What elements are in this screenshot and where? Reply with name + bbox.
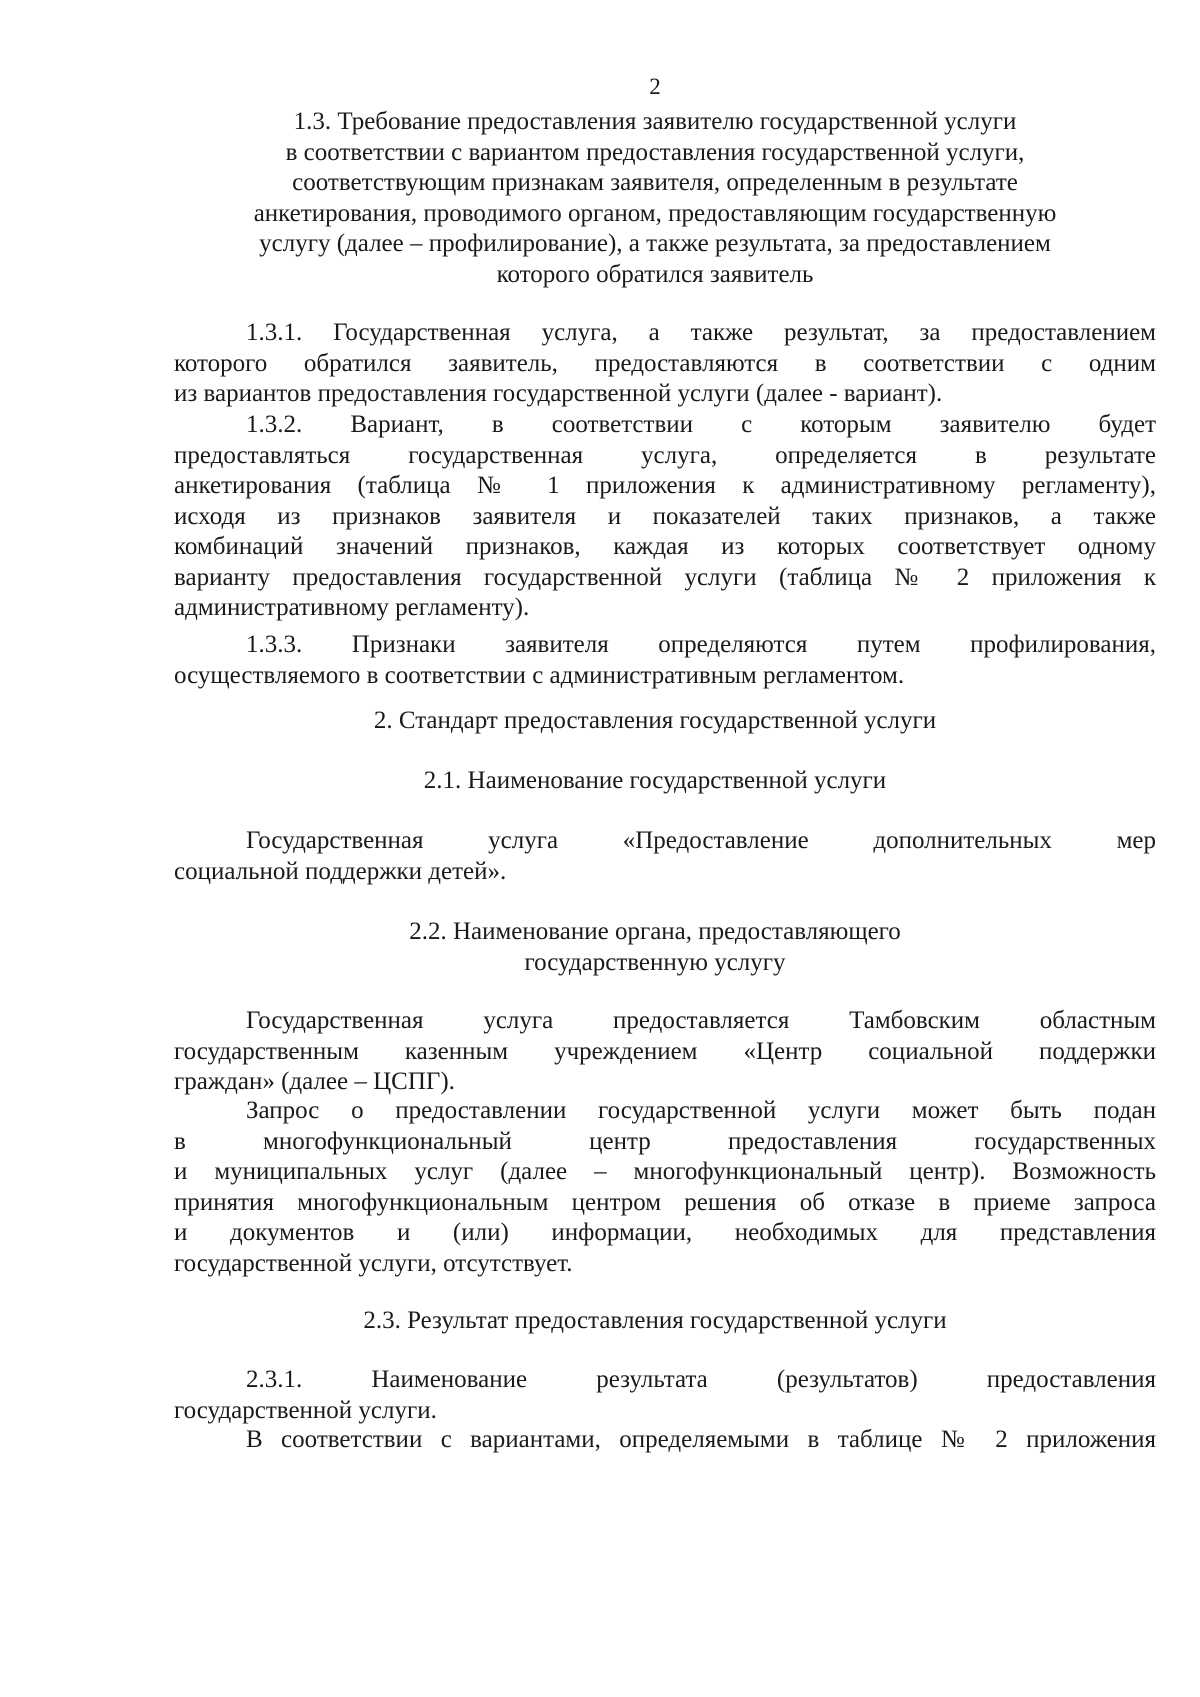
section-2-2-heading	[150, 917, 1160, 978]
paragraph-2-2-2	[174, 1096, 1156, 1279]
text-line: из вариантов предоставления государственной услуги (далее - вариант).	[174, 380, 943, 407]
heading-line: услугу (далее – профилирование), а также результата, за предоставлением	[259, 230, 1051, 257]
text-line: принятия многофункциональным центром решения об отказе в приеме запроса	[174, 1188, 1156, 1216]
text-line: в многофункциональный центр предоставления государственных	[174, 1127, 1156, 1155]
paragraph-2-3-continued	[174, 1425, 1156, 1456]
text-line: предоставляться государственная услуга, определяется в результате	[174, 441, 1156, 469]
text-line: которого обратился заявитель, предоставляются в соответствии с одним	[174, 349, 1156, 377]
section-2-1-heading	[150, 766, 1160, 797]
heading-line: которого обратился заявитель	[496, 260, 814, 288]
text-line: государственной услуги.	[174, 1396, 437, 1424]
paragraph-2-3-1	[174, 1365, 1156, 1426]
text-line: исходя из признаков заявителя и показателей таких признаков, а также	[174, 502, 1156, 530]
paragraph-1-3-2	[174, 410, 1156, 624]
heading-line: 2.1. Наименование государственной услуги	[423, 767, 887, 794]
text-line: анкетирования (таблица № 1 приложения к административному регламенту),	[174, 472, 1156, 499]
text-line: комбинаций значений признаков, каждая из которых соответствует одному	[174, 533, 1156, 560]
heading-line: соответствующим признакам заявителя, определенным в результате	[292, 169, 1018, 196]
text-line: 1.3.1. Государственная услуга, а также результат, за предоставлением	[246, 319, 1156, 346]
text-line: Запрос о предоставлении государственной услуги может быть подан	[246, 1097, 1156, 1124]
heading-line: государственную услугу	[524, 948, 786, 976]
text-line: 1.3.2. Вариант, в соответствии с которым заявителю будет	[246, 411, 1156, 438]
heading-line: 1.3. Требование предоставления заявителю государственной услуги	[293, 108, 1017, 135]
text-line: и документов и (или) информации, необходимых для представления	[174, 1219, 1156, 1246]
text-line: государственной услуги, отсутствует.	[174, 1249, 573, 1277]
page-number: 2	[649, 74, 661, 99]
text-line: государственным казенным учреждением «Центр социальной поддержки	[174, 1037, 1156, 1065]
text-line: граждан» (далее – ЦСПГ).	[174, 1068, 455, 1095]
heading-line: 2. Стандарт предоставления государственной услуги	[373, 707, 937, 734]
heading-line: 2.2. Наименование органа, предоставляющего	[409, 918, 901, 945]
text-line: административному регламенту).	[174, 594, 530, 621]
text-line: В соответствии с вариантами, определяемыми в таблице № 2 приложения	[246, 1426, 1156, 1453]
paragraph-1-3-1	[174, 318, 1156, 410]
text-line: варианту предоставления государственной услуги (таблица № 2 приложения к	[174, 563, 1156, 591]
text-line: 2.3.1. Наименование результата (результатов) предоставления	[246, 1366, 1156, 1393]
heading-line: 2.3. Результат предоставления государственной услуги	[363, 1307, 947, 1334]
text-line: Государственная услуга «Предоставление дополнительных мер	[246, 827, 1156, 854]
text-line: 1.3.3. Признаки заявителя определяются путем профилирования,	[246, 631, 1156, 658]
section-1-3-heading	[150, 107, 1160, 290]
paragraph-2-2-1	[174, 1006, 1156, 1098]
section-2-3-heading	[150, 1306, 1160, 1337]
section-2-heading	[150, 706, 1160, 737]
text-line: социальной поддержки детей».	[174, 857, 507, 885]
heading-line: анкетирования, проводимого органом, предоставляющим государственную	[253, 199, 1057, 227]
text-line: и муниципальных услуг (далее – многофункциональный центр). Возможность	[174, 1158, 1156, 1185]
heading-line: в соответствии с вариантом предоставления государственной услуги,	[285, 138, 1025, 166]
text-line: осуществляемого в соответствии с административным регламентом.	[174, 661, 905, 689]
paragraph-2-1	[174, 826, 1156, 887]
text-line: Государственная услуга предоставляется Тамбовским областным	[246, 1007, 1156, 1034]
paragraph-1-3-3	[174, 630, 1156, 691]
